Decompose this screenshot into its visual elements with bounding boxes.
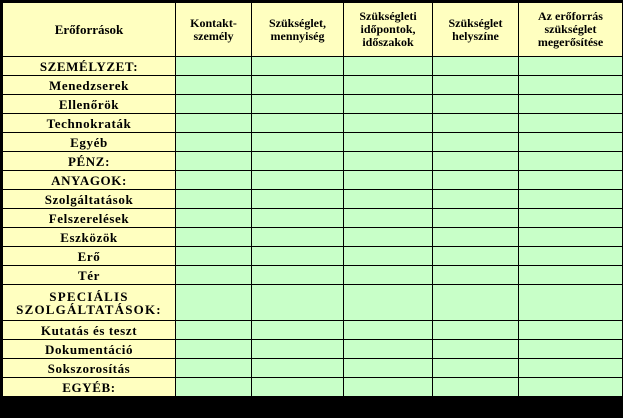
table-cell[interactable] xyxy=(519,228,623,247)
row-label: Szolgáltatások xyxy=(3,190,176,209)
table-cell[interactable] xyxy=(252,133,344,152)
table-cell[interactable] xyxy=(433,340,519,359)
table-cell[interactable] xyxy=(433,95,519,114)
header-need-confirmation: Az erőforrás szükséglet megerősítése xyxy=(519,3,623,57)
row-label: ANYAGOK: xyxy=(3,171,176,190)
table-row xyxy=(3,171,623,190)
table-row xyxy=(3,76,623,95)
table-cell[interactable] xyxy=(252,321,344,340)
table-row xyxy=(3,209,623,228)
table-row xyxy=(3,340,623,359)
table-cell[interactable] xyxy=(252,57,344,76)
table-cell[interactable] xyxy=(519,171,623,190)
table-row xyxy=(3,359,623,378)
table-cell[interactable] xyxy=(433,209,519,228)
table-cell[interactable] xyxy=(176,152,252,171)
table-cell[interactable] xyxy=(519,340,623,359)
table-cell[interactable] xyxy=(519,247,623,266)
table-cell[interactable] xyxy=(519,378,623,397)
table-cell[interactable] xyxy=(252,247,344,266)
table-cell[interactable] xyxy=(176,359,252,378)
table-cell[interactable] xyxy=(433,247,519,266)
table-cell[interactable] xyxy=(252,114,344,133)
table-cell[interactable] xyxy=(176,190,252,209)
table-cell[interactable] xyxy=(433,190,519,209)
table-cell[interactable] xyxy=(344,152,433,171)
table-cell[interactable] xyxy=(433,76,519,95)
table-row xyxy=(3,321,623,340)
table-cell[interactable] xyxy=(252,340,344,359)
table-cell[interactable] xyxy=(433,171,519,190)
table-cell[interactable] xyxy=(344,359,433,378)
header-need-quantity: Szükséglet, mennyiség xyxy=(252,3,344,57)
header-row xyxy=(3,3,623,57)
table-row xyxy=(3,133,623,152)
table-cell[interactable] xyxy=(344,340,433,359)
table-cell[interactable] xyxy=(433,228,519,247)
table-cell[interactable] xyxy=(252,152,344,171)
table-cell[interactable] xyxy=(252,285,344,321)
row-label: SZEMÉLYZET: xyxy=(3,57,176,76)
row-label: Dokumentáció xyxy=(3,340,176,359)
table-cell[interactable] xyxy=(252,359,344,378)
table-cell[interactable] xyxy=(344,114,433,133)
table-cell[interactable] xyxy=(433,57,519,76)
table-cell[interactable] xyxy=(344,57,433,76)
row-label: EGYÉB: xyxy=(3,378,176,397)
row-label: Felszerelések xyxy=(3,209,176,228)
row-label: SPECIÁLIS SZOLGÁLTATÁSOK: xyxy=(3,285,176,321)
header-need-timing: Szükségleti időpontok, időszakok xyxy=(344,3,433,57)
table-cell[interactable] xyxy=(344,285,433,321)
table-cell[interactable] xyxy=(344,228,433,247)
table-cell[interactable] xyxy=(344,95,433,114)
table-cell[interactable] xyxy=(433,133,519,152)
row-label: Technokraták xyxy=(3,114,176,133)
table-cell[interactable] xyxy=(433,359,519,378)
table-cell[interactable] xyxy=(344,378,433,397)
row-label: Erő xyxy=(3,247,176,266)
table-cell[interactable] xyxy=(519,285,623,321)
table-row xyxy=(3,228,623,247)
row-label: Tér xyxy=(3,266,176,285)
row-label: Ellenőrök xyxy=(3,95,176,114)
table-cell[interactable] xyxy=(344,171,433,190)
table-cell[interactable] xyxy=(176,266,252,285)
table-cell[interactable] xyxy=(519,95,623,114)
table-cell[interactable] xyxy=(176,340,252,359)
table-row xyxy=(3,57,623,76)
table-cell[interactable] xyxy=(176,114,252,133)
table-cell[interactable] xyxy=(519,359,623,378)
table-row xyxy=(3,114,623,133)
table-cell[interactable] xyxy=(519,114,623,133)
table-cell[interactable] xyxy=(519,152,623,171)
table-cell[interactable] xyxy=(519,190,623,209)
row-label: Egyéb xyxy=(3,133,176,152)
header-contact-person: Kontakt- személy xyxy=(176,3,252,57)
table-cell[interactable] xyxy=(176,209,252,228)
table-cell[interactable] xyxy=(176,247,252,266)
table-cell[interactable] xyxy=(433,266,519,285)
header-resources: Erőforrások xyxy=(3,3,176,57)
table-row xyxy=(3,266,623,285)
table-cell[interactable] xyxy=(252,190,344,209)
row-label: Menedzserek xyxy=(3,76,176,95)
table-cell[interactable] xyxy=(519,57,623,76)
table-row xyxy=(3,95,623,114)
table-cell[interactable] xyxy=(176,133,252,152)
table-cell[interactable] xyxy=(433,114,519,133)
resource-table xyxy=(2,2,623,397)
table-cell[interactable] xyxy=(344,209,433,228)
table-cell[interactable] xyxy=(176,57,252,76)
table-cell[interactable] xyxy=(252,209,344,228)
table-cell[interactable] xyxy=(176,171,252,190)
row-label: PÉNZ: xyxy=(3,152,176,171)
table-cell[interactable] xyxy=(252,171,344,190)
table-cell[interactable] xyxy=(433,152,519,171)
table-cell[interactable] xyxy=(176,95,252,114)
table-cell[interactable] xyxy=(519,321,623,340)
table-cell[interactable] xyxy=(344,247,433,266)
table-cell[interactable] xyxy=(176,285,252,321)
table-cell[interactable] xyxy=(433,285,519,321)
table-cell[interactable] xyxy=(433,321,519,340)
table-cell[interactable] xyxy=(344,190,433,209)
table-cell[interactable] xyxy=(519,76,623,95)
table-cell[interactable] xyxy=(176,76,252,95)
table-row xyxy=(3,285,623,321)
table-cell[interactable] xyxy=(252,378,344,397)
table-cell[interactable] xyxy=(252,95,344,114)
table-cell[interactable] xyxy=(433,378,519,397)
row-label: Kutatás és teszt xyxy=(3,321,176,340)
table-cell[interactable] xyxy=(176,228,252,247)
table-cell[interactable] xyxy=(344,76,433,95)
header-need-location: Szükséglet helyszíne xyxy=(433,3,519,57)
table-cell[interactable] xyxy=(252,228,344,247)
table-cell[interactable] xyxy=(176,378,252,397)
table-row xyxy=(3,378,623,397)
table-cell[interactable] xyxy=(344,266,433,285)
table-row xyxy=(3,152,623,171)
table-cell[interactable] xyxy=(176,321,252,340)
table-cell[interactable] xyxy=(344,133,433,152)
table-cell[interactable] xyxy=(344,321,433,340)
table-cell[interactable] xyxy=(519,266,623,285)
table-row xyxy=(3,190,623,209)
row-label: Eszközök xyxy=(3,228,176,247)
table-row xyxy=(3,247,623,266)
table-cell[interactable] xyxy=(519,133,623,152)
table-cell[interactable] xyxy=(252,76,344,95)
table-cell[interactable] xyxy=(519,209,623,228)
row-label: Sokszorosítás xyxy=(3,359,176,378)
table-cell[interactable] xyxy=(252,266,344,285)
